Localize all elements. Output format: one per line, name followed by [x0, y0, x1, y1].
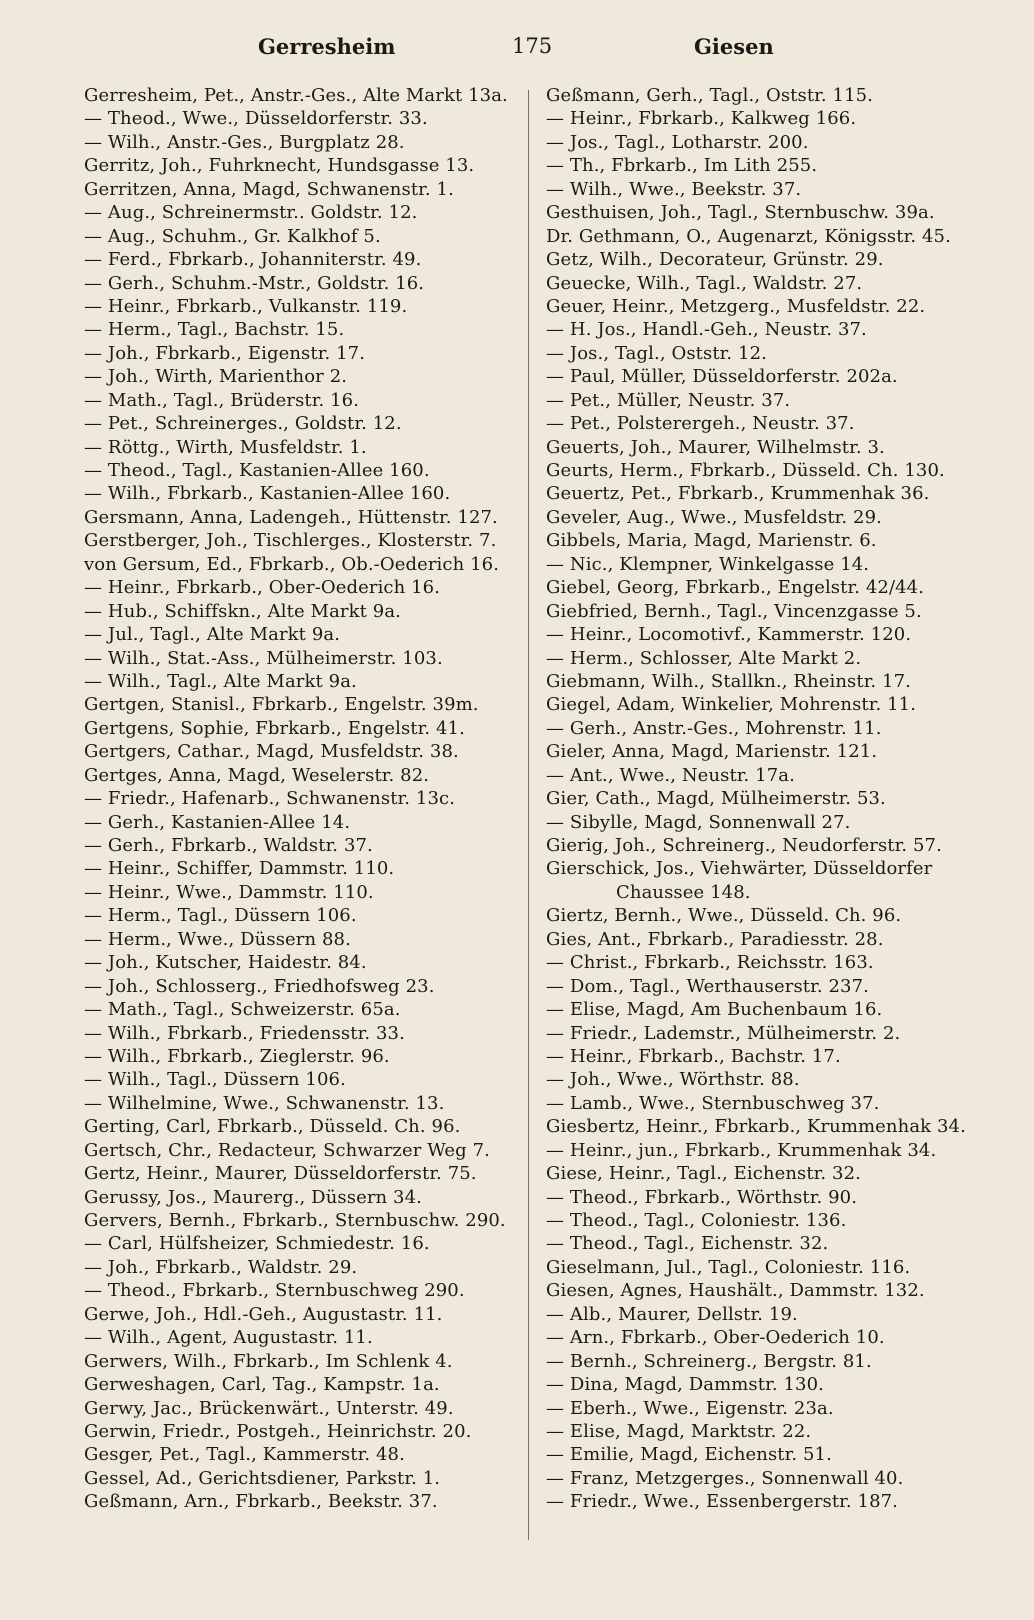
directory-entry: — Wilhelmine, Wwe., Schwanenstr. 13. — [84, 1092, 445, 1114]
directory-entry: — Gerh., Kastanien-Allee 14. — [84, 811, 351, 833]
directory-entry: — Jul., Tagl., Alte Markt 9a. — [84, 624, 341, 646]
directory-entry: — Math., Tagl., Brüderstr. 16. — [84, 389, 360, 411]
directory-entry: Geßmann, Gerh., Tagl., Oststr. 115. — [546, 85, 874, 106]
directory-entry: — Wilh., Stat.-Ass., Mülheimerstr. 103. — [84, 647, 443, 669]
directory-entry: — Joh., Wwe., Wörthstr. 88. — [546, 1069, 800, 1091]
directory-entry: Gerresheim, Pet., Anstr.-Ges., Alte Markt 13a. — [84, 85, 508, 106]
directory-entry: Gertgens, Sophie, Fbrkarb., Engelstr. 41. — [84, 717, 465, 739]
directory-entry: — Theod., Fbrkarb., Sternbuschweg 290. — [84, 1280, 465, 1302]
directory-entry: — Heinr., Fbrkarb., Vulkanstr. 119. — [84, 295, 408, 317]
directory-entry: Giebfried, Bernh., Tagl., Vincenzgasse 5. — [546, 600, 922, 622]
directory-entry: Gieler, Anna, Magd, Marienstr. 121. — [546, 741, 878, 763]
directory-entry: — Paul, Müller, Düsseldorferstr. 202a. — [546, 366, 898, 388]
directory-entry: Gier, Cath., Magd, Mülheimerstr. 53. — [546, 788, 886, 810]
directory-entry: — Ant., Wwe., Neustr. 17a. — [546, 764, 795, 786]
directory-entry: — Herm., Schlosser, Alte Markt 2. — [546, 647, 862, 669]
directory-entry: — Joh., Schlosserg., Friedhofsweg 23. — [84, 975, 435, 997]
directory-entry: — Theod., Tagl., Eichenstr. 32. — [546, 1233, 829, 1255]
directory-entry: — Heinr., Fbrkarb., Kalkweg 166. — [546, 108, 857, 130]
directory-entry: — Hub., Schiffskn., Alte Markt 9a. — [84, 600, 401, 622]
directory-entry: Giesen, Agnes, Haushält., Dammstr. 132. — [546, 1280, 925, 1302]
directory-entry: — Heinr., Schiffer, Dammstr. 110. — [84, 858, 395, 880]
directory-entry: Gerting, Carl, Fbrkarb., Düsseld. Ch. 96. — [84, 1116, 461, 1138]
directory-entry: Gesger, Pet., Tagl., Kammerstr. 48. — [84, 1444, 405, 1466]
directory-entry: Gibbels, Maria, Magd, Marienstr. 6. — [546, 530, 877, 552]
directory-entry: — Herm., Tagl., Bachstr. 15. — [84, 319, 345, 341]
directory-entry: Gerwin, Friedr., Postgeh., Heinrichstr. 20. — [84, 1420, 472, 1442]
directory-entry: — Elise, Magd, Am Buchenbaum 16. — [546, 999, 883, 1021]
directory-entry: Geuerts, Joh., Maurer, Wilhelmstr. 3. — [546, 436, 885, 458]
directory-entry: Gies, Ant., Fbrkarb., Paradiesstr. 28. — [546, 928, 884, 950]
directory-entry: — Wilh., Agent, Augustastr. 11. — [84, 1327, 373, 1349]
directory-entry: — Röttg., Wirth, Musfeldstr. 1. — [84, 436, 367, 458]
directory-entry: — Alb., Maurer, Dellstr. 19. — [546, 1303, 798, 1325]
page-header — [0, 30, 1034, 70]
directory-entry: Gertgers, Cathar., Magd, Musfeldstr. 38. — [84, 741, 459, 763]
directory-entry: Geveler, Aug., Wwe., Musfeldstr. 29. — [546, 506, 882, 528]
directory-entry: — Wilh., Fbrkarb., Friedensstr. 33. — [84, 1022, 405, 1044]
running-head-right: Giesen — [694, 34, 774, 59]
directory-entry: — Arn., Fbrkarb., Ober-Oederich 10. — [546, 1327, 885, 1349]
directory-entry: — Lamb., Wwe., Sternbuschweg 37. — [546, 1092, 880, 1114]
directory-entry: Gierig, Joh., Schreinerg., Neudorferstr. 57. — [546, 835, 942, 856]
directory-entry: Gessel, Ad., Gerichtsdiener, Parkstr. 1. — [84, 1467, 441, 1489]
directory-entry: — Joh., Kutscher, Haidestr. 84. — [84, 952, 367, 974]
directory-entry: Gerweshagen, Carl, Tag., Kampstr. 1a. — [84, 1374, 440, 1396]
directory-entry: — Gerh., Anstr.-Ges., Mohrenstr. 11. — [546, 717, 882, 739]
directory-entry: — Joh., Wirth, Marienthor 2. — [84, 366, 348, 388]
directory-entry: — Aug., Schreinermstr.. Goldstr. 12. — [84, 202, 418, 224]
directory-entry: — Sibylle, Magd, Sonnenwall 27. — [546, 811, 851, 833]
left-column — [84, 84, 516, 1514]
directory-entry: — Theod., Wwe., Düsseldorferstr. 33. — [84, 108, 428, 130]
directory-entry: — Emilie, Magd, Eichenstr. 51. — [546, 1444, 832, 1466]
directory-entry: Giertz, Bernh., Wwe., Düsseld. Ch. 96. — [546, 905, 902, 927]
directory-entry: Gerussy, Jos., Maurerg., Düssern 34. — [84, 1186, 422, 1208]
directory-entry: — Carl, Hülfsheizer, Schmiedestr. 16. — [84, 1233, 430, 1255]
directory-entry: — Eberh., Wwe., Eigenstr. 23a. — [546, 1397, 834, 1419]
directory-entry: — H. Jos., Handl.-Geh., Neustr. 37. — [546, 319, 867, 341]
directory-entry: Giese, Heinr., Tagl., Eichenstr. 32. — [546, 1163, 861, 1185]
directory-entry: Gerritz, Joh., Fuhrknecht, Hundsgasse 13. — [84, 155, 475, 177]
directory-entry: — Heinr., Fbrkarb., Ober-Oederich 16. — [84, 577, 441, 599]
column-divider — [528, 90, 529, 1540]
directory-entry: — Theod., Tagl., Coloniestr. 136. — [546, 1210, 847, 1231]
directory-entry: Giebel, Georg, Fbrkarb., Engelstr. 42/44. — [546, 577, 925, 599]
directory-entry: Geuecke, Wilh., Tagl., Waldstr. 27. — [546, 272, 863, 294]
directory-entry: — Wilh., Tagl., Düssern 106. — [84, 1069, 346, 1091]
directory-entry: — Elise, Magd, Marktstr. 22. — [546, 1420, 812, 1442]
directory-entry: — Jos., Tagl., Oststr. 12. — [546, 342, 767, 364]
directory-entry: von Gersum, Ed., Fbrkarb., Ob.-Oederich 16. — [84, 553, 500, 575]
directory-entry: — Wilh., Tagl., Alte Markt 9a. — [84, 670, 357, 692]
directory-entry: Giegel, Adam, Winkelier, Mohrenstr. 11. — [546, 694, 917, 716]
directory-entry: Getz, Wilh., Decorateur, Grünstr. 29. — [546, 249, 884, 271]
directory-entry: Dr. Gethmann, O., Augenarzt, Königsstr. 45. — [546, 225, 951, 247]
directory-entry: — Wilh., Fbrkarb., Kastanien-Allee 160. — [84, 483, 451, 505]
directory-entry: Gertgen, Stanisl., Fbrkarb., Engelstr. 39m. — [84, 694, 479, 716]
directory-entry: — Pet., Schreinerges., Goldstr. 12. — [84, 413, 402, 435]
directory-entry: — Aug., Schuhm., Gr. Kalkhof 5. — [84, 225, 381, 247]
directory-entry: — Friedr., Hafenarb., Schwanenstr. 13c. — [84, 788, 456, 810]
directory-entry: Gesthuisen, Joh., Tagl., Sternbuschw. 39a. — [546, 202, 935, 224]
directory-entry: Gieselmann, Jul., Tagl., Coloniestr. 116. — [546, 1256, 911, 1278]
directory-entry: Geuertz, Pet., Fbrkarb., Krummenhak 36. — [546, 483, 930, 505]
directory-entry: — Pet., Polsterergeh., Neustr. 37. — [546, 413, 855, 435]
directory-entry: Gersmann, Anna, Ladengeh., Hüttenstr. 127. — [84, 506, 498, 528]
directory-entry: — Wilh., Wwe., Beekstr. 37. — [546, 178, 802, 200]
directory-entry: — Pet., Müller, Neustr. 37. — [546, 389, 791, 411]
directory-entry: Gerstberger, Joh., Tischlerges., Klosterstr. 7. — [84, 530, 497, 552]
directory-entry: Gerritzen, Anna, Magd, Schwanenstr. 1. — [84, 178, 454, 200]
directory-entry: Geßmann, Arn., Fbrkarb., Beekstr. 37. — [84, 1491, 438, 1513]
directory-entry: Geurts, Herm., Fbrkarb., Düsseld. Ch. 130. — [546, 460, 945, 481]
directory-entry: — Ferd., Fbrkarb., Johanniterstr. 49. — [84, 249, 422, 271]
directory-entry: — Christ., Fbrkarb., Reichsstr. 163. — [546, 952, 874, 974]
directory-entry: — Gerh., Fbrkarb., Waldstr. 37. — [84, 835, 373, 856]
directory-entry: Gertges, Anna, Magd, Weselerstr. 82. — [84, 764, 430, 786]
directory-entry: — Jos., Tagl., Lotharstr. 200. — [546, 131, 809, 153]
page-number: 175 — [512, 34, 553, 58]
directory-entry: Gerwy, Jac., Brückenwärt., Unterstr. 49. — [84, 1397, 454, 1419]
directory-entry: — Dina, Magd, Dammstr. 130. — [546, 1374, 824, 1396]
directory-entry: — Wilh., Anstr.-Ges., Burgplatz 28. — [84, 131, 405, 153]
directory-entry: — Friedr., Wwe., Essenbergerstr. 187. — [546, 1491, 899, 1513]
directory-entry: — Nic., Klempner, Winkelgasse 14. — [546, 553, 870, 575]
directory-entry: Gertsch, Chr., Redacteur, Schwarzer Weg 7. — [84, 1139, 490, 1161]
directory-entry: — Heinr., jun., Fbrkarb., Krummenhak 34. — [546, 1139, 937, 1161]
directory-entry: — Theod., Fbrkarb., Wörthstr. 90. — [546, 1186, 858, 1208]
directory-entry: — Math., Tagl., Schweizerstr. 65a. — [84, 999, 401, 1021]
directory-entry: — Herm., Wwe., Düssern 88. — [84, 928, 351, 950]
directory-entry: — Wilh., Fbrkarb., Zieglerstr. 96. — [84, 1045, 390, 1067]
directory-entry: Gerwe, Joh., Hdl.-Geh., Augustastr. 11. — [84, 1303, 443, 1325]
right-column — [546, 84, 982, 1514]
directory-entry: — Bernh., Schreinerg., Bergstr. 81. — [546, 1350, 872, 1372]
directory-entry: — Friedr., Lademstr., Mülheimerstr. 2. — [546, 1022, 901, 1044]
directory-entry: Gervers, Bernh., Fbrkarb., Sternbuschw. 290. — [84, 1210, 506, 1231]
directory-entry: — Heinr., Wwe., Dammstr. 110. — [84, 881, 374, 903]
directory-entry: Giebmann, Wilh., Stallkn., Rheinstr. 17. — [546, 670, 911, 692]
directory-entry: Gierschick, Jos., Viehwärter, Düsseldorfer — [546, 858, 933, 880]
directory-entry: — Franz, Metzgerges., Sonnenwall 40. — [546, 1467, 904, 1489]
directory-entry: Gertz, Heinr., Maurer, Düsseldorferstr. 75. — [84, 1163, 477, 1185]
directory-entry: — Heinr., Locomotivf., Kammerstr. 120. — [546, 624, 912, 646]
directory-entry: Geuer, Heinr., Metzgerg., Musfeldstr. 22. — [546, 295, 926, 317]
directory-entry: — Gerh., Schuhm.-Mstr., Goldstr. 16. — [84, 272, 425, 294]
directory-entry: Giesbertz, Heinr., Fbrkarb., Krummenhak 34. — [546, 1116, 966, 1138]
running-head-left: Gerresheim — [258, 34, 396, 59]
directory-entry: — Dom., Tagl., Werthauserstr. 237. — [546, 975, 869, 997]
directory-entry: — Theod., Tagl., Kastanien-Allee 160. — [84, 460, 430, 481]
directory-entry: Gerwers, Wilh., Fbrkarb., Im Schlenk 4. — [84, 1350, 453, 1372]
directory-entry: — Joh., Fbrkarb., Waldstr. 29. — [84, 1256, 358, 1278]
directory-entry: — Joh., Fbrkarb., Eigenstr. 17. — [84, 342, 366, 364]
directory-entry: — Herm., Tagl., Düssern 106. — [84, 905, 357, 927]
directory-entry: — Heinr., Fbrkarb., Bachstr. 17. — [546, 1045, 841, 1067]
directory-entry: Chaussee 148. — [616, 881, 751, 903]
directory-entry: — Th., Fbrkarb., Im Lith 255. — [546, 155, 818, 177]
